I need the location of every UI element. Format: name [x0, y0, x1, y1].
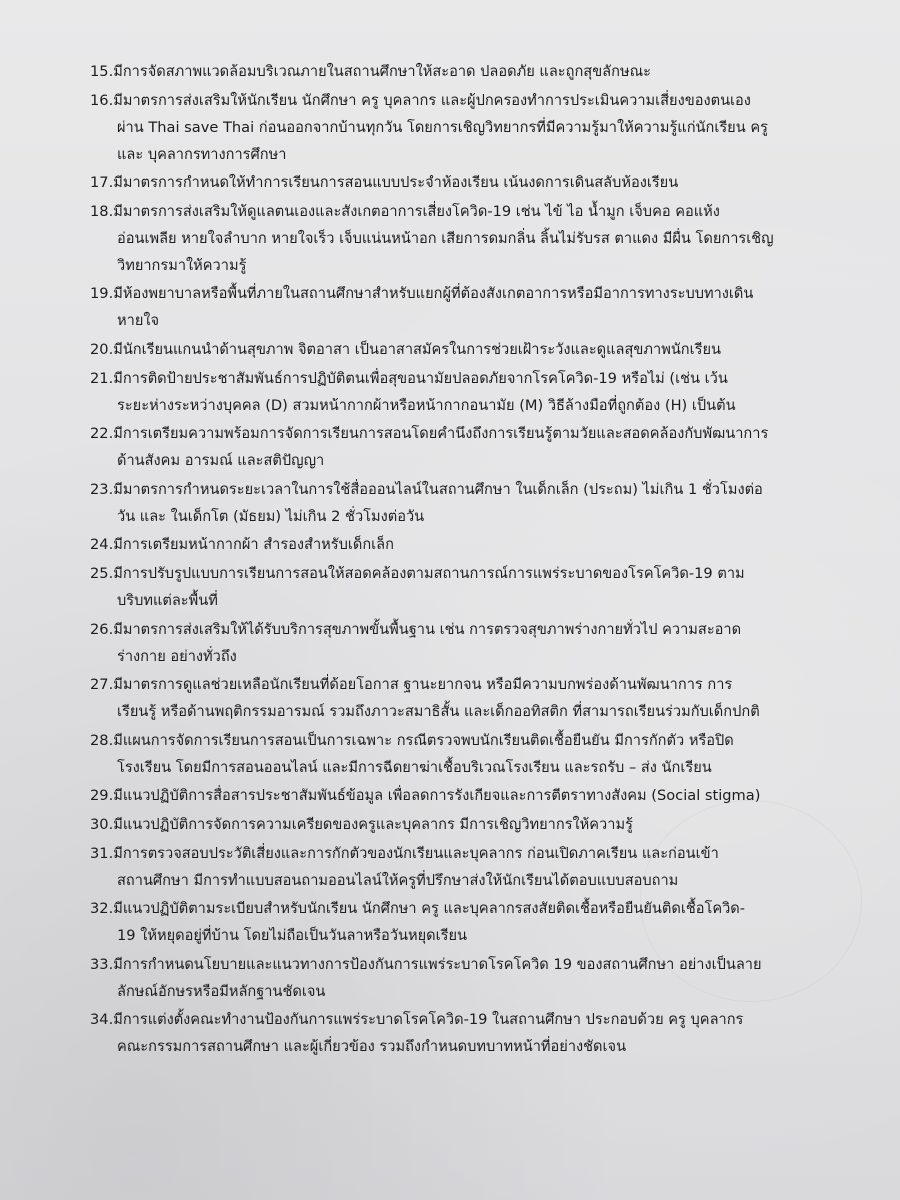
checklist-item: [0, 840, 900, 894]
item-text: 23.มีมาตรการกำหนดระยะเวลาในการใช้สื่อออนไลน์ในสถานศึกษา ในเด็กเล็ก (ประถม) ไม่เกิน 1 ชั่วโมงต่อ: [90, 480, 763, 498]
item-text: 17.มีมาตรการกำหนดให้ทำการเรียนการสอนแบบประจำห้องเรียน เน้นงดการเดินสลับห้องเรียน: [90, 174, 679, 192]
checklist-item: [0, 420, 900, 474]
item-text: 20.มีนักเรียนแกนนำด้านสุขภาพ จิตอาสา เป็นอาสาสมัครในการช่วยเฝ้าระวังและดูแลสุขภาพนักเรียน: [90, 340, 721, 358]
checklist-item: [0, 560, 900, 614]
checklist-item: [0, 671, 900, 725]
item-text-continued: บริบทแต่ละพื้นที่: [117, 591, 218, 609]
checklist-item: [0, 169, 900, 196]
item-text: 18.มีมาตรการส่งเสริมให้ดูแลตนเองและสังเกตอาการเสี่ยงโควิด-19 เช่น ไข้ ไอ น้ำมูก เจ็บคอ คอแห้ง: [90, 202, 720, 220]
item-text: 28.มีแผนการจัดการเรียนการสอนเป็นการเฉพาะ กรณีตรวจพบนักเรียนติดเชื้อยืนยัน มีการกักตัว หรือปิด: [90, 731, 734, 749]
item-text: 32.มีแนวปฏิบัติตามระเบียบสำหรับนักเรียน นักศึกษา ครู และบุคลากรสงสัยติดเชื้อหรือยืนยันติดเชื้อโควิด-: [90, 900, 746, 918]
item-text-continued: คณะกรรมการสถานศึกษา และผู้เกี่ยวข้อง รวมถึงกำหนดบทบาทหน้าที่อย่างชัดเจน: [117, 1038, 627, 1056]
item-text: 25.มีการปรับรูปแบบการเรียนการสอนให้สอดคล้องตามสถานการณ์การแพร่ระบาดของโรคโควิด-19 ตาม: [90, 564, 745, 582]
checklist-item: [0, 727, 900, 781]
item-text: 19.มีห้องพยาบาลหรือพื้นที่ภายในสถานศึกษาสำหรับแยกผู้ที่ต้องสังเกตอาการหรือมีอาการทางระบบทางเดิน: [90, 285, 754, 303]
item-text: 24.มีการเตรียมหน้ากากผ้า สำรองสำหรับเด็กเล็ก: [90, 536, 394, 554]
checklist-item: [0, 476, 900, 530]
item-text-continued: ระยะห่างระหว่างบุคคล (D) สวมหน้ากากผ้าหรือหน้ากากอนามัย (M) วิธีล้างมือที่ถูกต้อง (H) เป็นต้น: [117, 396, 736, 414]
checklist-item: [0, 951, 900, 1005]
item-text-continued: โรงเรียน โดยมีการสอนออนไลน์ และมีการฉีดยาฆ่าเชื้อบริเวณโรงเรียน และรถรับ – ส่ง นักเรียน: [117, 758, 712, 776]
checklist-item: [0, 280, 900, 334]
checklist-item: [0, 336, 900, 363]
item-text: 26.มีมาตรการส่งเสริมให้ได้รับบริการสุขภาพขั้นพื้นฐาน เช่น การตรวจสุขภาพร่างกายทั่วไป ความสะอาด: [90, 620, 742, 638]
checklist: [0, 58, 900, 1062]
item-text-continued: ร่างกาย อย่างทั่วถึง: [117, 647, 237, 665]
item-text: 29.มีแนวปฏิบัติการสื่อสารประชาสัมพันธ์ข้อมูล เพื่อลดการรังเกียจและการตีตราทางสังคม (Social stigma): [90, 787, 761, 805]
item-text-continued: อ่อนเพลีย หายใจลำบาก หายใจเร็ว เจ็บแน่นหน้าอก เสียการดมกลิ่น ลิ้นไม่รับรส ตาแดง มีผื่น โดยการเชิญ: [117, 229, 774, 247]
item-text-continued: ผ่าน Thai save Thai ก่อนออกจากบ้านทุกวัน โดยการเชิญวิทยากรที่มีความรู้มาให้ความรู้แก่นักเรียน ครู: [117, 118, 768, 136]
item-text: 31.มีการตรวจสอบประวัติเสี่ยงและการกักตัวของนักเรียนและบุคลากร ก่อนเปิดภาคเรียน และก่อนเข้า: [90, 844, 719, 862]
checklist-item: [0, 1006, 900, 1060]
checklist-item: [0, 87, 900, 168]
item-text-continued: หายใจ: [117, 312, 160, 330]
checklist-item: [0, 811, 900, 838]
checklist-item: [0, 58, 900, 85]
item-text-continued: และ บุคลากรทางการศึกษา: [117, 145, 287, 163]
checklist-item: [0, 365, 900, 419]
checklist-item: [0, 616, 900, 670]
item-text-continued: เรียนรู้ หรือด้านพฤติกรรมอารมณ์ รวมถึงภาวะสมาธิสั้น และเด็กออทิสติก ที่สามารถเรียนร่วมกับเด็กปกติ: [117, 703, 760, 721]
item-text: 21.มีการติดป้ายประชาสัมพันธ์การปฏิบัติตนเพื่อสุขอนามัยปลอดภัยจากโรคโควิด-19 หรือไม่ (เช่น เว้น: [90, 369, 728, 387]
checklist-item: [0, 531, 900, 558]
item-text: 22.มีการเตรียมความพร้อมการจัดการเรียนการสอนโดยคำนึงถึงการเรียนรู้ตามวัยและสอดคล้องกับพัฒนาการ: [90, 425, 769, 443]
item-text-continued: สถานศึกษา มีการทำแบบสอนถามออนไลน์ให้ครูที่ปรึกษาส่งให้นักเรียนได้ตอบแบบสอบถาม: [117, 871, 679, 889]
item-text: 34.มีการแต่งตั้งคณะทำงานป้องกันการแพร่ระบาดโรคโควิด-19 ในสถานศึกษา ประกอบด้วย ครู บุคลากร: [90, 1011, 744, 1029]
checklist-item: [0, 895, 900, 949]
item-text: 15.มีการจัดสภาพแวดล้อมบริเวณภายในสถานศึกษาให้สะอาด ปลอดภัย และถูกสุขลักษณะ: [90, 63, 651, 80]
item-text: 30.มีแนวปฏิบัติการจัดการความเครียดของครูและบุคลากร มีการเชิญวิทยากรให้ความรู้: [90, 815, 633, 833]
item-text: 16.มีมาตรการส่งเสริมให้นักเรียน นักศึกษา ครู บุคลากร และผู้ปกครองทำการประเมินความเสี่ยงของตนเอง: [90, 91, 751, 109]
item-text-continued: วัน และ ในเด็กโต (มัธยม) ไม่เกิน 2 ชั่วโมงต่อวัน: [117, 507, 425, 525]
item-text: 27.มีมาตรการดูแลช่วยเหลือนักเรียนที่ด้อยโอกาส ฐานะยากจน หรือมีความบกพร่องด้านพัฒนาการ การ: [90, 676, 733, 694]
item-text-continued: วิทยากรมาให้ความรู้: [117, 256, 247, 274]
checklist-item: [0, 198, 900, 279]
item-text-continued: ลักษณ์อักษรหรือมีหลักฐานชัดเจน: [117, 982, 326, 1000]
checklist-item: [0, 782, 900, 809]
item-text: 33.มีการกำหนดนโยบายและแนวทางการป้องกันการแพร่ระบาดโรคโควิด 19 ของสถานศึกษา อย่างเป็นลาย: [90, 955, 762, 973]
item-text-continued: ด้านสังคม อารมณ์ และสติปัญญา: [117, 452, 325, 470]
item-text-continued: 19 ให้หยุดอยู่ที่บ้าน โดยไม่ถือเป็นวันลาหรือวันหยุดเรียน: [117, 927, 467, 945]
